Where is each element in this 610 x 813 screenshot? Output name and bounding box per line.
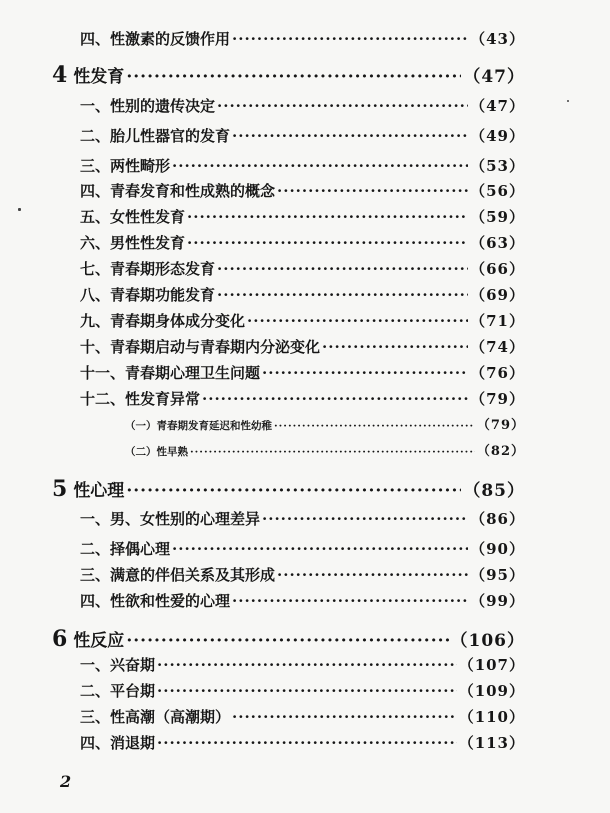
toc-entry-title: 十一、青春期心理卫生问题	[80, 364, 261, 382]
toc-entry-title: 十二、性发育异常	[80, 390, 201, 408]
leader-dots	[322, 338, 468, 356]
toc-page-ref: （86）	[470, 510, 525, 528]
leader-dots	[157, 734, 457, 752]
toc-subsection-row	[125, 414, 525, 440]
toc-page-ref: （106）	[450, 631, 525, 651]
toc-entry-title: 二、胎儿性器官的发育	[80, 127, 231, 145]
toc-entry-title: 一、兴奋期	[80, 656, 156, 674]
toc-entry-title: 八、青春期功能发育	[80, 286, 216, 304]
toc-page-ref: （82）	[476, 444, 525, 459]
toc-entry-title: 三、两性畸形	[80, 157, 171, 175]
chapter-title: 性发育	[73, 67, 125, 87]
toc-page-ref: （47）	[463, 67, 525, 87]
toc-entry-title: 三、性高潮（高潮期）	[80, 708, 231, 726]
leader-dots	[277, 566, 468, 584]
leader-dots	[274, 420, 475, 432]
toc-section-row	[80, 336, 525, 362]
toc-entry-title: 一、性别的遗传决定	[80, 97, 216, 115]
toc-page-ref: （79）	[476, 418, 525, 433]
leader-dots	[157, 682, 457, 700]
toc-section-row	[80, 180, 525, 206]
toc-page-ref: （110）	[458, 708, 525, 726]
toc-section-row	[80, 654, 525, 680]
leader-dots	[262, 510, 468, 528]
toc-chapter-row	[52, 476, 525, 502]
page-number: 2	[60, 772, 72, 791]
toc-section-row	[80, 284, 525, 310]
toc-entry-title: 五、女性性发育	[80, 208, 186, 226]
leader-dots	[172, 157, 468, 175]
leader-dots	[247, 312, 468, 330]
toc-entry-title: 四、消退期	[80, 734, 156, 752]
leader-dots	[190, 446, 475, 458]
leader-dots	[232, 30, 468, 48]
toc-section-row	[80, 590, 525, 616]
toc-entry-title: 四、性欲和性爱的心理	[80, 592, 231, 610]
toc-page-ref: （95）	[470, 566, 525, 584]
toc-section-row	[80, 258, 525, 284]
toc-entry-title: 十、青春期启动与青春期内分泌变化	[80, 338, 321, 356]
toc-section-row	[80, 155, 525, 181]
toc-page-ref: （47）	[470, 97, 525, 115]
leader-dots	[232, 592, 468, 610]
toc-page-ref: （56）	[470, 182, 525, 200]
toc-page-ref: （69）	[470, 286, 525, 304]
chapter-number: 5	[52, 476, 68, 502]
toc-page-ref: （53）	[470, 157, 525, 175]
scan-speck	[18, 208, 21, 211]
leader-dots	[157, 656, 457, 674]
toc-page-ref: （63）	[470, 234, 525, 252]
toc-section-row	[80, 680, 525, 706]
toc-entry-title: （一）青春期发育延迟和性幼稚	[125, 420, 272, 432]
toc-entry-title: 三、满意的伴侣关系及其形成	[80, 566, 276, 584]
toc-entry-title: 二、择偶心理	[80, 540, 171, 558]
leader-dots	[217, 97, 468, 115]
toc-page-ref: （99）	[470, 592, 525, 610]
leader-dots	[126, 67, 461, 87]
toc-section-row	[80, 232, 525, 258]
toc-section-row	[80, 95, 525, 121]
chapter-number: 4	[52, 62, 68, 88]
toc-page-ref: （113）	[458, 734, 525, 752]
toc-page-ref: （59）	[470, 208, 525, 226]
chapter-number: 6	[52, 626, 68, 652]
toc-entry-title	[52, 626, 124, 652]
leader-dots	[217, 260, 468, 278]
scan-speck	[567, 100, 569, 102]
toc-section-row	[80, 310, 525, 336]
toc-entry-title: 二、平台期	[80, 682, 156, 700]
leader-dots	[232, 127, 468, 145]
toc-chapter-row	[52, 626, 525, 652]
toc-section-row	[80, 732, 525, 758]
leader-dots	[187, 208, 468, 226]
chapter-title: 性反应	[73, 631, 125, 651]
leader-dots	[277, 182, 468, 200]
leader-dots	[126, 481, 461, 501]
toc-page-ref: （66）	[470, 260, 525, 278]
toc-page-ref: （49）	[470, 127, 525, 145]
toc-page-ref: （90）	[470, 540, 525, 558]
toc-page-ref: （107）	[458, 656, 525, 674]
toc-page-ref: （85）	[463, 481, 525, 501]
toc-entry-title: 九、青春期身体成分变化	[80, 312, 246, 330]
leader-dots	[126, 631, 448, 651]
toc-section-row	[80, 538, 525, 564]
toc-chapter-row	[52, 62, 525, 88]
toc-page-ref: （74）	[470, 338, 525, 356]
toc-section-row	[80, 28, 525, 54]
toc-section-row	[80, 564, 525, 590]
toc-subsection-row	[125, 440, 525, 466]
leader-dots	[262, 364, 468, 382]
leader-dots	[187, 234, 468, 252]
toc-section-row	[80, 206, 525, 232]
toc-page-ref: （71）	[470, 312, 525, 330]
toc-section-row	[80, 388, 525, 414]
toc-section-row	[80, 125, 525, 151]
toc-entry-title: 四、青春发育和性成熟的概念	[80, 182, 276, 200]
leader-dots	[202, 390, 468, 408]
toc-page-ref: （43）	[470, 30, 525, 48]
toc-entry-title: 一、男、女性别的心理差异	[80, 510, 261, 528]
toc-section-row	[80, 706, 525, 732]
toc-page-ref: （79）	[470, 390, 525, 408]
leader-dots	[217, 286, 468, 304]
chapter-title: 性心理	[73, 481, 125, 501]
toc-entry-title: 四、性激素的反馈作用	[80, 30, 231, 48]
toc-entry-title: 六、男性性发育	[80, 234, 186, 252]
toc-entry-title: （二）性早熟	[125, 446, 188, 458]
toc-entry-title	[52, 62, 124, 88]
toc-entry-title	[52, 476, 124, 502]
leader-dots	[232, 708, 457, 726]
toc-section-row	[80, 362, 525, 388]
toc-page-ref: （109）	[458, 682, 525, 700]
toc-page-ref: （76）	[470, 364, 525, 382]
leader-dots	[172, 540, 468, 558]
toc-section-row	[80, 508, 525, 534]
toc-entry-title: 七、青春期形态发育	[80, 260, 216, 278]
